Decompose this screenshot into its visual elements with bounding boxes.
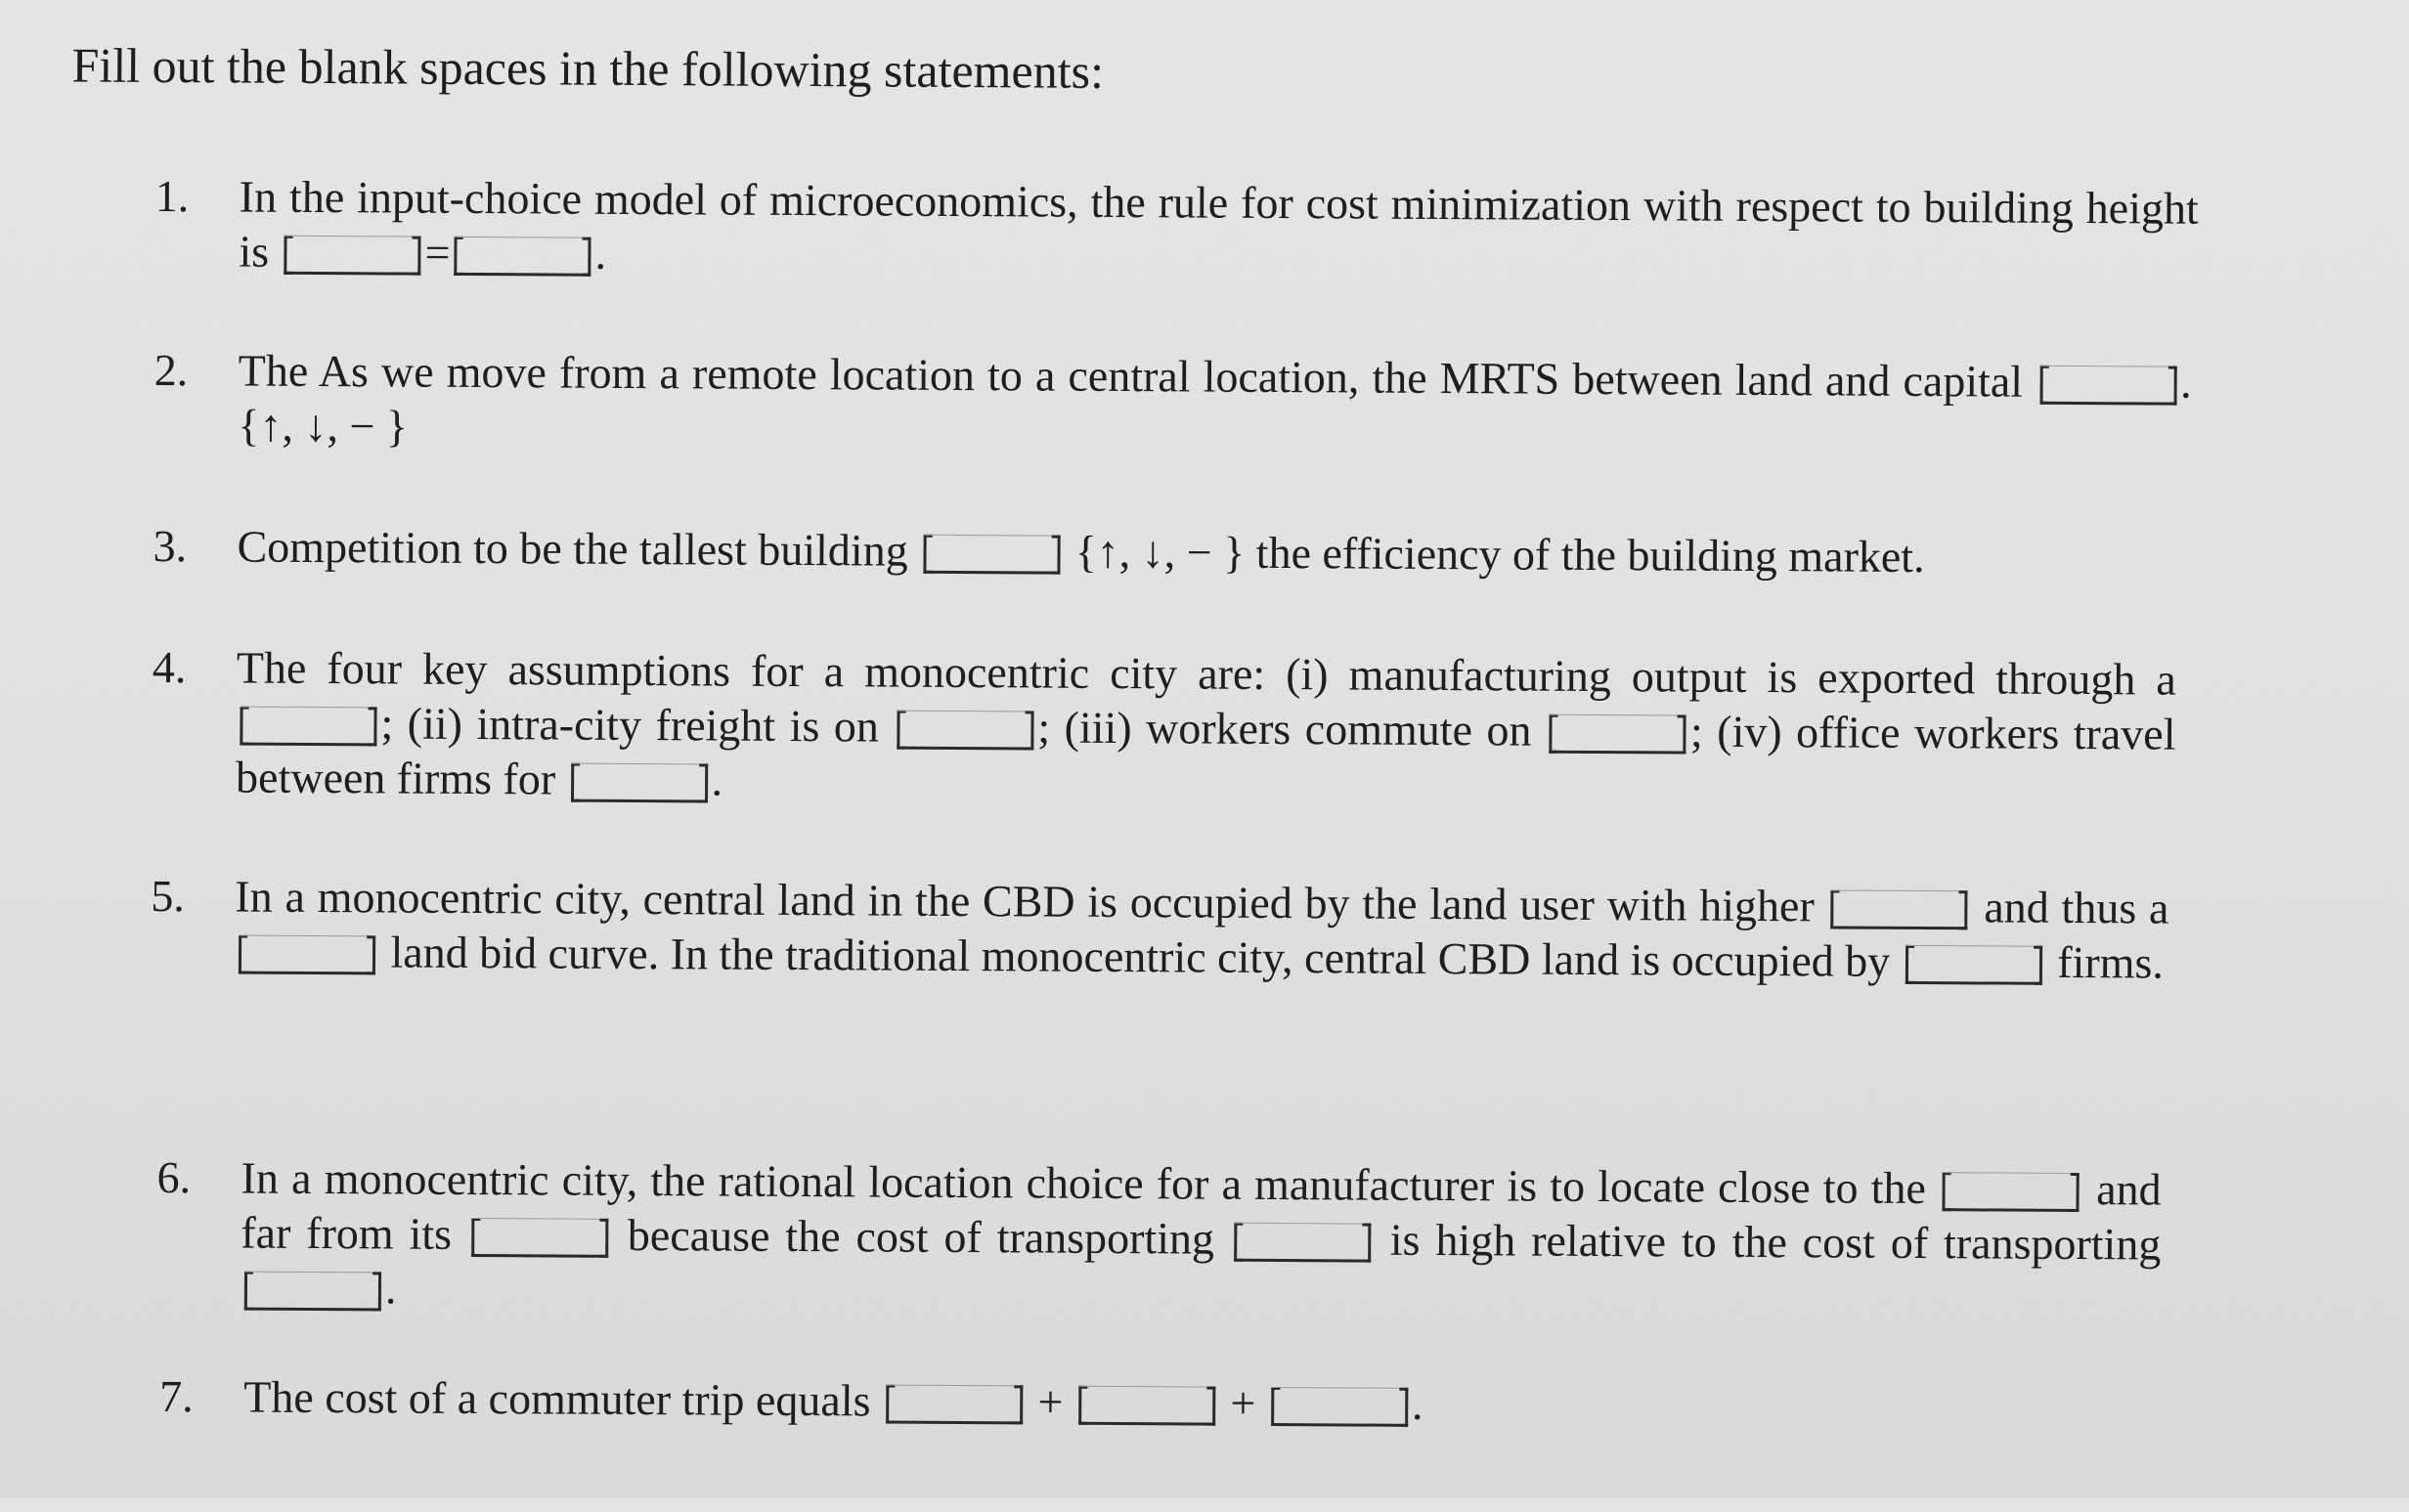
question-text: In a monocentric city, the rational location choice for a manufacturer is to locate close to the <box>241 1152 1927 1214</box>
answer-blank-4b[interactable] <box>897 711 1033 751</box>
question-6 <box>156 1150 2162 1327</box>
question-number: 7. <box>159 1371 194 1422</box>
question-text: The As we move from a remote location to a central location, the MRTS between land and capital <box>238 345 2024 407</box>
answer-blank-6d[interactable] <box>244 1272 381 1312</box>
question-text: ; (iii) workers commute on <box>1037 702 1532 756</box>
answer-blank-5c[interactable] <box>1905 945 2042 985</box>
instructions-heading: Fill out the blank spaces in the following statements: <box>71 37 1105 99</box>
question-text: and thus a <box>1984 882 2169 933</box>
question-text: The cost of a commuter trip equals <box>243 1371 871 1426</box>
answer-blank-6a[interactable] <box>1943 1172 2080 1212</box>
answer-blank-1a[interactable] <box>284 236 420 276</box>
answer-blank-4d[interactable] <box>570 763 707 803</box>
question-text: {↑, ↓, − } the efficiency of the building market. <box>1074 526 1925 583</box>
question-number: 6. <box>156 1152 192 1203</box>
question-text: . <box>384 1263 397 1314</box>
question-text: because the cost of transporting <box>627 1209 1215 1264</box>
question-text: The four key assumptions for a monocentric city are: (i) manufacturing output is exported through a <box>236 642 2176 705</box>
question-text: = <box>424 227 451 278</box>
question-text: + <box>1037 1376 1064 1427</box>
question-text: . <box>711 755 723 805</box>
answer-blank-4a[interactable] <box>240 707 376 747</box>
question-number: 2. <box>153 344 189 396</box>
question-text: In a monocentric city, central land in the CBD is occupied by the land user with higher <box>235 871 1815 931</box>
question-4 <box>152 640 2176 817</box>
question-text: + <box>1230 1377 1256 1428</box>
question-2 <box>153 343 2192 465</box>
question-7 <box>159 1369 2193 1437</box>
question-3 <box>153 519 2225 586</box>
question-number: 3. <box>153 520 188 572</box>
question-text: . <box>594 228 607 279</box>
answer-blank-5a[interactable] <box>1830 889 1967 929</box>
question-text: ; (ii) intra-city freight is on <box>380 698 880 752</box>
question-text: . {↑, ↓, − } <box>238 357 2192 452</box>
question-text: Competition to be the tallest building <box>237 521 908 576</box>
answer-blank-6b[interactable] <box>471 1218 608 1258</box>
question-text: is high relative to the cost of transporting <box>1389 1214 2162 1270</box>
question-text: . <box>1411 1378 1424 1429</box>
answer-blank-7c[interactable] <box>1271 1387 1408 1427</box>
question-1 <box>154 169 2199 291</box>
answer-blank-3a[interactable] <box>923 535 1060 575</box>
answer-blank-7b[interactable] <box>1078 1386 1215 1426</box>
question-text: and far from its <box>241 1164 2162 1259</box>
answer-blank-6c[interactable] <box>1234 1223 1371 1263</box>
answer-blank-4c[interactable] <box>1550 714 1686 755</box>
answer-blank-1b[interactable] <box>454 237 591 277</box>
question-text: land bid curve. In the traditional monocentric city, central CBD land is occupied by <box>390 927 1891 986</box>
question-5 <box>151 869 2169 991</box>
answer-blank-2a[interactable] <box>2039 366 2176 406</box>
question-number: 4. <box>152 641 187 693</box>
question-text: ; (iv) office workers travel between firms for <box>235 706 2176 804</box>
answer-blank-5b[interactable] <box>239 935 375 975</box>
question-text: In the input-choice model of microeconomics, the rule for cost minimization with respect to building height is <box>239 171 2199 277</box>
question-number: 1. <box>154 170 190 222</box>
question-number: 5. <box>151 870 186 922</box>
question-text: firms. <box>2057 936 2165 988</box>
answer-blank-7a[interactable] <box>886 1385 1023 1425</box>
